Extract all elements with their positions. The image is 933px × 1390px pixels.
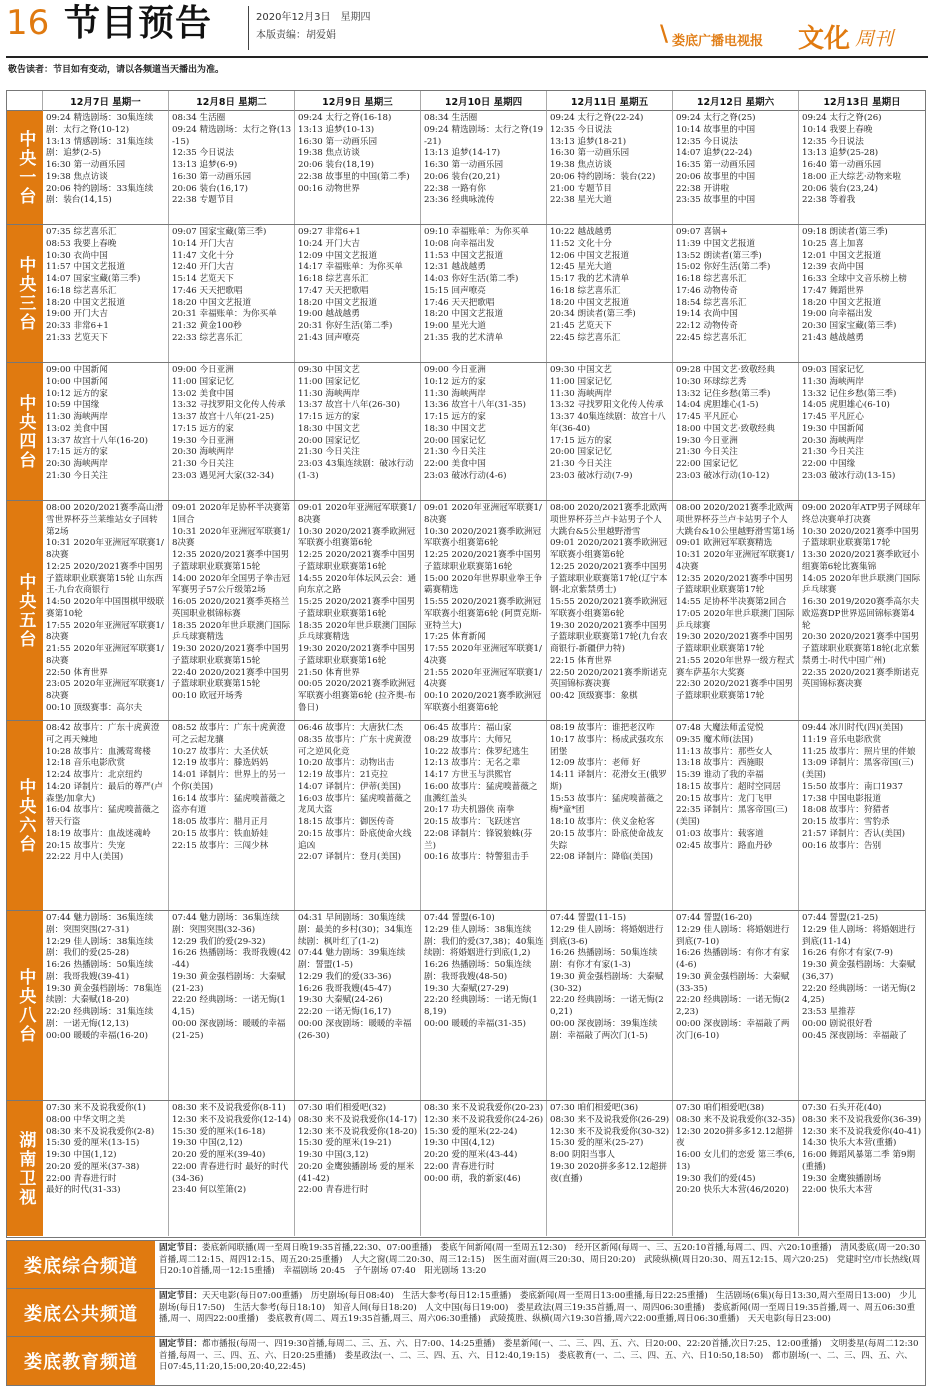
channel-row: [7, 501, 925, 721]
schedule-cell: 09:24 太行之脊(25) 10:14 故事里的中国 12:35 今日说法 14:07 追梦(22-24) 16:35 第一动画乐园 20:06 故事里的中国 22:38 开讲啦 23:35 故事里的中国: [673, 111, 799, 224]
schedule-cell: 07:30 咱们相爱吧(38) 08:30 来不及说我爱你(32-35) 12:30 2020拼多多12.12超拼夜 16:00 女儿们的恋爱 第三季(6,13) 19:30 我们的爱(45) 20:20 快乐大本营(46/2020): [673, 1101, 799, 1236]
local-channels: [6, 1240, 926, 1386]
schedule-cell: 08:34 生活圈 09:24 精选剧场：太行之脊(19-21) 13:13 追梦(14-17) 16:30 第一动画乐园 20:06 装台(20,21) 22:38 一路有你 23:36 经典咏流传: [421, 111, 547, 224]
schedule-cell: 09:28 中国文艺·致敬经典 10:30 环球综艺秀 13:32 记住乡愁(第三季) 14:04 虎胆雄心(1-5) 17:45 平凡匠心 18:00 中国文艺·致敬经典 19:30 今日亚洲 21:30 今日关注 22:00 国家记忆 23:03 破冰行动(10-12): [673, 363, 799, 500]
local-channel-row: [7, 1241, 925, 1289]
page-title: 节目预告: [64, 3, 213, 44]
day-header-row: [7, 91, 925, 111]
day-header: 12月11日 星期五: [547, 91, 673, 111]
schedule-cell: 07:44 誓盟(11-15) 12:29 佳人剧场：将婚姻进行到底(3-6) 16:26 热播剧场：50集连续剧：有你才有家(1-3) 19:30 黄金强档剧场：大秦赋(30-32) 22:20 经典剧场：一诺无悔(20,21) 00:00 深夜剧场：39集连续剧：幸福敲了两次门(1-5): [547, 911, 673, 1100]
local-channel-name: 娄底综合频道: [7, 1241, 155, 1288]
schedule-cell: 09:01 2020年亚洲冠军联赛1/8决赛 10:30 2020/2021赛季欧洲冠军联赛小组赛第6轮 12:25 2020/2021赛季中国男子篮球职业联赛第16轮 14:55 2020年体坛风云会：通向东京之路 15:25 2020/2021赛季中国男子篮球职业联赛第16轮 18:35 2020年世乒联澳门国际乒乓球赛精选 19:30 2020/2021赛季中国男子篮球职业联赛第16轮 21:50 体育世界 00:05 2020/2021赛季欧洲冠军联赛小组赛第6轮 (拉齐奥-布鲁日): [295, 501, 421, 720]
fixed-program-label: 固定节目：: [159, 1291, 202, 1301]
schedule-cell: 09:30 中国文艺 11:00 国家记忆 11:30 海峡两岸 13:37 故宫十八年(26-30) 17:15 远方的家 18:30 中国文艺 20:00 国家记忆 21:30 今日关注 23:03 43集连续剧：破冰行动(1-3): [295, 363, 421, 500]
page-number: 16: [6, 3, 50, 43]
fixed-program-text: 天天电影(每日07:00重播) 历史剧场(每日08:40) 生活大参考(每日12:15重播) 娄底新闻(周一至周日13:00重播,每日22:25重播) 生活剧场(6集)(每日13:30,周六至周日13:00) 少儿剧场(每日17:50) 生活大参考(每日18:10) 知音人间(每日18:20) 人文中国(每日19:00) 娄星政法(周三19:35首播,周一、周四06:30重播) 娄底新闻(周一至周日19:35首播,周一、周五06:30重播,周一、周四22:00重播) 娄底教育(周二、周五19:35首播,周三、周六06:30重播) 武陵揽胜、纵横(周六19:30首播,周六22:00重播,周日06:30重播) 天天电影(每日23:00): [159, 1291, 917, 1325]
local-channel-row: [7, 1337, 925, 1385]
schedule-cell: 09:00 中国新闻 10:00 中国新闻 10:12 远方的家 10:59 中国缘 11:30 海峡两岸 13:02 美食中国 13:37 故宫十八年(16-20) 17:15 远方的家 20:30 海峡两岸 21:30 今日关注: [43, 363, 169, 500]
fixed-program-text: 都市播报(每周一、四19:30首播,每周二、三、五、六、日7:00、14:25重播) 娄星新闻(一、二、三、四、五、六、日20:00、22:20首播,次日7:25、12:00重播) 文明娄星(每周二12:30首播,每周一、三、四、五、六、日20:25重播) 娄星政法(一、二、三、四、五、六、日12:40,19:15) 娄底教育(一、二、三、四、五、六、日10:50,18:50) 都市剧场(一、二、三、四、五、六、日07:45,11:20,15:00,20:40,22:45): [159, 1339, 919, 1373]
local-channel-name: 娄底公共频道: [7, 1289, 155, 1336]
schedule-cell: 09:18 朗读者(第三季) 10:25 喜上加喜 12:01 中国文艺报道 12:39 衣尚中国 16:33 全球中文音乐榜上榜 17:47 舞蹈世界 18:20 中国文艺报道 19:00 向幸福出发 20:30 国家宝藏(第三季) 21:43 越战越勇: [802, 227, 907, 343]
brand-logo: [650, 18, 932, 54]
day-header: 12月8日 星期二: [169, 91, 295, 111]
schedule-cell: 08:00 2020/2021赛季高山滑雪世界杯芬兰莱维站女子回转第2场 10:31 2020年亚洲冠军联赛1/8决赛 12:25 2020/2021赛季中国男子篮球职业联赛第15轮 山东西王-九台农商银行 14:50 2020年中国围棋甲级联赛第10轮 17:55 2020年亚洲冠军联赛1/8决赛 21:55 2020年亚洲冠军联赛1/8决赛 22:50 体育世界 23:05 2020年亚洲冠军联赛1/8决赛 00:10 顶级赛事：高尔夫: [43, 501, 169, 720]
schedule-cell: 10:22 越战越勇 11:52 文化十分 12:06 中国文艺报道 12:45 星光大道 15:17 我的艺术清单 16:18 综艺喜乐汇 18:20 中国文艺报道 20:34 朗读者(第三季) 21:45 艺览天下 22:45 综艺喜乐汇: [547, 225, 673, 362]
schedule-cell: 09:07 喜锅+ 11:39 中国文艺报道 13:52 朗读者(第三季) 15:02 你好生活(第二季) 16:18 综艺喜乐汇 17:46 动物传奇 18:54 综艺喜乐汇 19:14 衣尚中国 22:12 动物传奇 22:45 综艺喜乐汇: [673, 225, 799, 362]
schedule-cell: 09:01 2020年足协杯半决赛第1回合 10:31 2020年亚洲冠军联赛1/8决赛 12:35 2020/2021赛季中国男子篮球职业联赛第15轮 14:00 2020年全国男子拳击冠军赛男子57公斤级第2场 16:05 2020/2021赛季英格兰英国职业棋锦标赛 18:35 2020年世乒联澳门国际乒乓球赛精选 19:30 2020/2021赛季中国男子篮球职业联赛第15轮 22:40 2020/2021赛季中国男子篮球职业联赛第15轮 00:10 欧冠开场秀: [169, 501, 295, 720]
schedule-cell: 09:24 太行之脊(16-18) 13:13 追梦(10-13) 16:30 第一动画乐园 19:38 焦点访谈 20:06 装台(18,19) 22:38 故事里的中国(第二季) 00:16 动物世界: [295, 111, 421, 224]
local-channel-name: 娄底教育频道: [7, 1337, 155, 1385]
page-header: [0, 0, 933, 62]
schedule-cell: 06:46 故事片：大唐狄仁杰 08:35 故事片：广东十虎黄澄可之逆风化竞 10:20 故事片：动物出击 12:19 故事片：21克拉 14:07 译制片：伊蒂(美国) 16:03 故事片：猛虎嗅蔷薇之龙凤大盗 18:15 故事片：御医传奇 20:15 故事片：卧底使命火线追凶 22:07 译制片：登月(美国): [295, 721, 421, 910]
schedule-cell: 07:48 大魔法师孟觉悦 09:35 魔术师(法国) 11:13 故事片：那些女人 13:18 故事片：西施眼 15:39 谁动了我的幸福 18:15 故事片：超时空同居 20:15 故事片：龙门飞甲 22:35 译制片：黑客帝国(三)(美国) 01:03 故事片：载客道 02:45 故事片：路血丹砂: [673, 721, 799, 910]
channel-rows: [7, 111, 925, 1236]
schedule-cell: 09:30 中国文艺 11:00 国家记忆 11:30 海峡两岸 13:32 寻找罗阳文化传人传承 13:37 40集连续剧：故宫十八年(36-40) 17:15 远方的家 20:00 国家记忆 21:30 今日关注 23:03 破冰行动(7-9): [547, 363, 673, 500]
schedule-cell: 08:52 故事片：广东十虎黄澄可之云起龙骧 10:27 故事片：大圣伏妖 12:19 故事片：滕选妈妈 14:01 译制片：世界上的另一个你(美国) 16:14 故事片：猛虎嗅蔷薇之盗亦有道 18:05 故事片：腊月正月 20:15 故事片：铁血娇娃 22:15 故事片：三闯少林: [169, 721, 295, 910]
channel-row: [7, 363, 925, 501]
schedule-cell: 08:00 2020/2021赛季北欧两项世界杯芬兰卢卡站男子个人大跳台&5公里越野滑雪 09:01 2020/2021赛季欧洲冠军联赛小组赛第6轮 12:25 2020/2021赛季中国男子篮球职业联赛第17轮(辽宁本钢-北京紫禁勇士) 15:55 2020/2021赛季欧洲冠军联赛小组赛第6轮 19:30 2020/2021赛季中国男子篮球职业联赛第17轮(九台农商银行-新疆伊力特) 22:15 体育世界 22:50 2020/2021赛季斯诺克英国锦标赛决赛 00:42 顶级赛事：象棋: [547, 501, 673, 720]
fixed-program-label: 固定节目：: [159, 1339, 202, 1349]
schedule-cell: 07:44 魅力剧场：36集连续剧：突围突围(27-31) 12:29 佳人剧场：38集连续剧：我们的爱(25-28) 16:26 热播剧场：50集连续剧：我哥我嫂(39-41) 19:30 黄金强档剧场：78集连续剧：大秦赋(18-20) 22:20 经典剧场：31集连续剧：一诺无悔(12,13) 00:00 暖暖的幸福(16-20): [43, 911, 169, 1100]
schedule-cell: 07:44 魅力剧场：36集连续剧：突围突围(32-36) 12:29 我们的爱(29-32) 16:26 热播剧场：我哥我嫂(42-44) 19:30 黄金强档剧场：大秦赋(21-23) 22:20 经典剧场：一诺无悔(14,15) 00:00 深夜剧场：暖暖的幸福(21-25): [169, 911, 295, 1100]
schedule-cell: 09:24 精选剧场：30集连续剧：太行之脊(10-12) 13:13 情感剧场：31集连续剧：追梦(2-5) 16:30 第一动画乐园 19:38 焦点访谈 20:06 特约剧场：33集连续剧：装台(14,15): [43, 111, 169, 224]
channel-label: 中央一台: [7, 111, 43, 224]
schedule-cell: 07:30 石头开花(40) 08:30 来不及说我爱你(36-39) 12:30 来不及说我爱你(40-41) 14:30 快乐大本营(重播) 16:00 舞蹈风暴第二季 第9期(重播) 19:30 金鹰独播剧场 22:00 快乐大本营: [802, 1103, 922, 1196]
day-header: 12月10日 星期四: [421, 91, 547, 111]
local-channel-schedule: [155, 1289, 925, 1336]
channel-label: 湖南卫视: [7, 1101, 43, 1236]
schedule-cell: 09:00 今日亚洲 10:12 远方的家 11:30 海峡两岸 13:36 故宫十八年(31-35) 17:15 远方的家 18:30 中国文艺 20:00 国家记忆 21:30 今日关注 22:00 美食中国 23:03 破冰行动(4-6): [421, 363, 547, 500]
schedule-cell: 09:24 太行之脊(22-24) 12:35 今日说法 13:13 追梦(18-21) 16:30 第一动画乐园 19:38 焦点访谈 20:06 特约剧场：装台(22) 21:00 专题节目 22:38 星光大道: [547, 111, 673, 224]
fixed-program-text: 娄底新闻联播(周一至周日晚19:35首播,22:30、07:00重播) 娄底午间新闻(周一至周五12:30) 经开区新闻(每周一、三、五20:10首播,每周二、四、六20:10重播) 清风娄底(周一20:30首播,周二12:15、周四12:15、周五20:25重播) 人大之窗(周二20:30、周三12:15) 医生面对面(周三20:30、周日20:20) 武陵纵横(周日20:30、周五12:15、周六20:25) 党建时空/市长热线(周日20:10首播,周一12:15重播) 幸福剧场 20:45 子午剧场 07:40 阳光剧场 13:20: [159, 1243, 921, 1277]
channel-row: [7, 721, 925, 911]
schedule-cell: 07:30 来不及说我爱你(1) 08:00 中华文明之美 08:30 来不及说我爱你(2-8) 15:30 爱的厘米(13-15) 19:30 中国(1,12) 20:20 爱的厘米(37-38) 22:00 青春进行时 最好的时代(31-33): [43, 1101, 169, 1236]
channel-label: 中央六台: [7, 721, 43, 910]
schedule-cell: 09:00 2020年ATP男子网球年终总决赛单打决赛 10:30 2020/2021赛季中国男子篮球职业联赛第17轮 13:30 2020/2021赛季欧冠小组赛第6轮比赛集锦 14:05 2020年世乒联澳门国际乒乓球赛 16:30 2019/2020赛季高尔夫欧巡赛DP世界巡回锦标赛第4轮 20:30 2020/2021赛季中国男子篮球职业联赛第18轮(北京紫禁勇士-时代中国广州) 22:35 2020/2021赛季斯诺克英国锦标赛决赛: [802, 503, 921, 690]
local-channel-schedule: [155, 1241, 925, 1288]
fixed-program-label: 固定节目：: [159, 1243, 202, 1253]
schedule-cell: 08:34 生活圈 09:24 精选剧场：太行之脊(13-15) 12:35 今日说法 13:13 追梦(6-9) 16:30 第一动画乐园 20:06 装台(16,17) 22:38 专题节目: [169, 111, 295, 224]
header-divider: [248, 6, 249, 50]
schedule-grid: [6, 90, 926, 1238]
editor-credit: 本版责编：胡爱娟: [256, 30, 336, 41]
schedule-cell: 09:07 国家宝藏(第三季) 10:14 开门大吉 11:47 文化十分 12:40 开门大吉 15:14 艺览天下 17:46 天天把歌唱 18:20 中国文艺报道 20:31 幸福账单：为你买单 21:32 黄金100秒 22:33 综艺喜乐汇: [169, 225, 295, 362]
schedule-cell: 09:03 国家记忆 11:30 海峡两岸 13:32 记住乡愁(第三季) 14:05 虎胆雄心(6-10) 17:45 平凡匠心 19:30 中国新闻 20:30 海峡两岸 21:30 今日关注 22:00 中国缘 23:03 破冰行动(13-15): [802, 365, 897, 481]
day-header: 12月7日 星期一: [43, 91, 169, 111]
channel-label: 中央五台: [7, 501, 43, 720]
schedule-cell: 09:44 冰川时代(四)(美国) 11:19 音乐电影欣赏 11:25 故事片：照片里的伴娘 13:09 译制片：黑客帝国(三)(美国) 15:50 故事片：南口1937 17:38 中国电影报道 18:08 故事片：狩猎者 20:15 故事片：雪豹杀 21:57 译制片：否认(美国) 00:16 故事片：告别: [802, 723, 916, 851]
issue-date: 2020年12月3日 星期四: [256, 12, 371, 23]
day-header: 12月12日 星期六: [673, 91, 799, 111]
schedule-cell: 09:24 太行之脊(26) 10:14 我要上春晚 12:35 今日说法 13:13 追梦(25-28) 16:40 第一动画乐园 18:00 正大综艺·动物来啦 20:06 装台(23,24) 22:38 等着我: [802, 113, 901, 206]
channel-label: 中央三台: [7, 225, 43, 362]
channel-row: [7, 225, 925, 363]
brand-name: 娄底广播电视报: [672, 34, 764, 49]
reader-notice: 敬告读者：节目如有变动，请以各频道当天播出为准。: [8, 65, 225, 75]
schedule-cell: 08:30 来不及说我爱你(8-11) 12:30 来不及说我爱你(12-14) 15:30 爱的厘米(16-18) 19:30 中国(2,12) 20:20 爱的厘米(39-40) 22:00 青春进行时 最好的时代(34-36) 23:40 何以笙箫(2): [169, 1101, 295, 1236]
schedule-cell: 06:45 故事片：福山家 08:29 故事片：大师兄 10:22 故事片：侏罗纪逃生 12:13 故事片：无名之辈 14:17 方世玉与洪熙官 16:00 故事片：猛虎嗅蔷薇之血溅红盖头 20:17 功夫机器侠 南拳 20:15 故事片：飞跃迷宫 22:08 译制片：锋锐狼蛛(芬兰) 00:16 故事片：特警狙击手: [421, 721, 547, 910]
schedule-cell: 09:27 非常6+1 10:24 开门大吉 12:09 中国文艺报道 14:17 幸福账单：为你买单 16:18 综艺喜乐汇 17:47 天天把歌唱 18:20 中国文艺报道 19:00 越战越勇 20:31 你好生活(第二季) 21:43 回声嘹亮: [295, 225, 421, 362]
schedule-cell: 08:42 故事片：广东十虎黄澄可之再天辣地 10:28 故事片：血溅莺鸯楼 12:18 音乐电影欣赏 12:24 故事片：北京纽约 14:20 译制片：最后的尊严(卢森堡/加拿大) 16:04 故事片：猛虎嗅蔷薇之替天行盗 18:19 故事片：血战迷魂岭 20:15 故事片：失宠 22:22 月中人(美国): [43, 721, 169, 910]
schedule-cell: 08:19 故事片：谁把老汉咋 10:17 故事片：杨成武强攻东团堡 12:09 故事片：老师 好 14:11 译制片：花滑女王(俄罗斯) 15:53 故事片：猛虎嗅蔷薇之梅*童*团 18:10 故事片：侠义金枪客 20:15 故事片：卧底使命战友失踪 22:08 译制片：降临(美国): [547, 721, 673, 910]
schedule-cell: 09:00 今日亚洲 11:00 国家记忆 13:02 美食中国 13:32 寻找罗阳文化传人传承 13:37 故宫十八年(21-25) 17:15 远方的家 19:30 今日亚洲 20:30 海峡两岸 21:30 今日关注 23:03 遇见河大家(32-34): [169, 363, 295, 500]
channel-label: 中央八台: [7, 911, 43, 1100]
schedule-cell: 09:01 2020年亚洲冠军联赛1/8决赛 10:30 2020/2021赛季欧洲冠军联赛小组赛第6轮 12:25 2020/2021赛季中国男子篮球职业联赛第16轮 15:00 2020年世界职业拳王争霸赛精选 15:55 2020/2021赛季欧洲冠军联赛小组赛第6轮 (阿贾克斯-亚特兰大) 17:25 体育新闻 17:55 2020年亚洲冠军联赛1/4决赛 21:55 2020年亚洲冠军联赛1/4决赛 00:10 2020/2021赛季欧洲冠军联赛小组赛第6轮: [421, 501, 547, 720]
schedule-cell: 09:10 幸福账单：为你买单 10:08 向幸福出发 11:53 中国文艺报道 12:31 越战越勇 14:03 你好生活(第二季) 15:15 回声嘹亮 17:46 天天把歌唱 18:20 中国文艺报道 19:00 星光大道 21:35 我的艺术清单: [421, 225, 547, 362]
schedule-cell: 07:44 誓盟(21-25) 12:29 佳人剧场：将婚姻进行到底(11-14) 16:26 有你才有家(7-9) 19:30 黄金强档剧场：大秦赋(36,37) 22:20 经典剧场：一诺无悔(24,25) 23:53 星推荐 00:00 剧说很好看 00:45 深夜剧场：幸福敲了: [802, 913, 916, 1041]
grid-corner: [7, 91, 43, 111]
channel-row: [7, 1101, 925, 1236]
brand-slash-icon: \: [660, 22, 669, 47]
local-channel-row: [7, 1289, 925, 1337]
schedule-cell: 07:35 综艺喜乐汇 08:53 我要上春晚 10:30 衣尚中国 11:57 中国文艺报道 14:07 国家宝藏(第三季) 16:18 综艺喜乐汇 18:20 中国文艺报道 19:00 开门大吉 20:33 非常6+1 21:33 艺览天下: [43, 225, 169, 362]
header-rule: [6, 56, 928, 58]
channel-row: [7, 111, 925, 225]
schedule-cell: 07:30 咱们相爱吧(36) 08:30 来不及说我爱你(26-29) 12:30 来不及说我爱你(30-32) 15:30 爱的厘米(25-27) 8:00 阴阳当事人 19:30 2020拼多多12.12超拼夜(直播): [547, 1101, 673, 1236]
schedule-cell: 04:31 早间剧场：30集连续剧：最美的乡村(30)；34集连续剧：枫叶红了(1-2) 07:44 魅力剧场：39集连续剧：誓盟(1-5) 12:29 我们的爱(33-36) 16:26 我哥我嫂(45-47) 19:30 大秦赋(24-26) 22:20 一诺无悔(16,17) 00:00 深夜剧场：暖暖的幸福(26-30): [295, 911, 421, 1100]
local-channel-schedule: [155, 1337, 925, 1385]
channel-row: [7, 911, 925, 1101]
schedule-cell: 07:44 誓盟(16-20) 12:29 佳人剧场：将婚姻进行到底(7-10) 16:26 热播剧场：有你才有家(4-6) 19:30 黄金强档剧场：大秦赋(33-35) 22:20 经典剧场：一诺无悔(22,23) 00:00 深夜剧场：幸福敲了两次门(6-10): [673, 911, 799, 1100]
brand-culture: 文化: [798, 24, 851, 54]
day-header: 12月13日 星期日: [799, 91, 925, 111]
schedule-cell: 07:30 咱们相爱吧(32) 08:30 来不及说我爱你(14-17) 12:30 来不及说我爱你(18-20) 15:30 爱的厘米(19-21) 19:30 中国(3,12) 20:20 金鹰独播剧场 爱的厘米(41-42) 22:00 青春进行时: [295, 1101, 421, 1236]
schedule-cell: 08:00 2020/2021赛季北欧两项世界杯芬兰卢卡站男子个人大跳台&10公里越野滑雪第1场 09:01 欧洲冠军联赛精选 10:31 2020年亚洲冠军联赛1/4决赛 12:35 2020/2021赛季中国男子篮球职业联赛第17轮 14:55 足协杯半决赛第2回合 17:05 2020年世乒联澳门国际乒乓球赛 19:30 2020/2021赛季中国男子篮球职业联赛第17轮 21:55 2020年世界一级方程式赛车萨基尔大奖赛 22:30 2020/2021赛季中国男子篮球职业联赛第17轮: [673, 501, 799, 720]
day-header: 12月9日 星期三: [295, 91, 421, 111]
brand-weekly: 周刊: [855, 28, 894, 50]
schedule-cell: 08:30 来不及说我爱你(20-23) 12:30 来不及说我爱你(24-26) 15:30 爱的厘米(22-24) 19:30 中国(4,12) 20:20 爱的厘米(43-44) 22:00 青春进行时 00:00 萌，我的新家(46): [421, 1101, 547, 1236]
schedule-cell: 07:44 誓盟(6-10) 12:29 佳人剧场：38集连续剧：我们的爱(37,38)；40集连续剧：将婚姻进行到底(1,2) 16:26 热播剧场：50集连续剧：我哥我嫂(48-50) 19:30 大秦赋(27-29) 22:20 经典剧场：一诺无悔(18,19) 00:00 暖暖的幸福(31-35): [421, 911, 547, 1100]
channel-label: 中央四台: [7, 363, 43, 500]
